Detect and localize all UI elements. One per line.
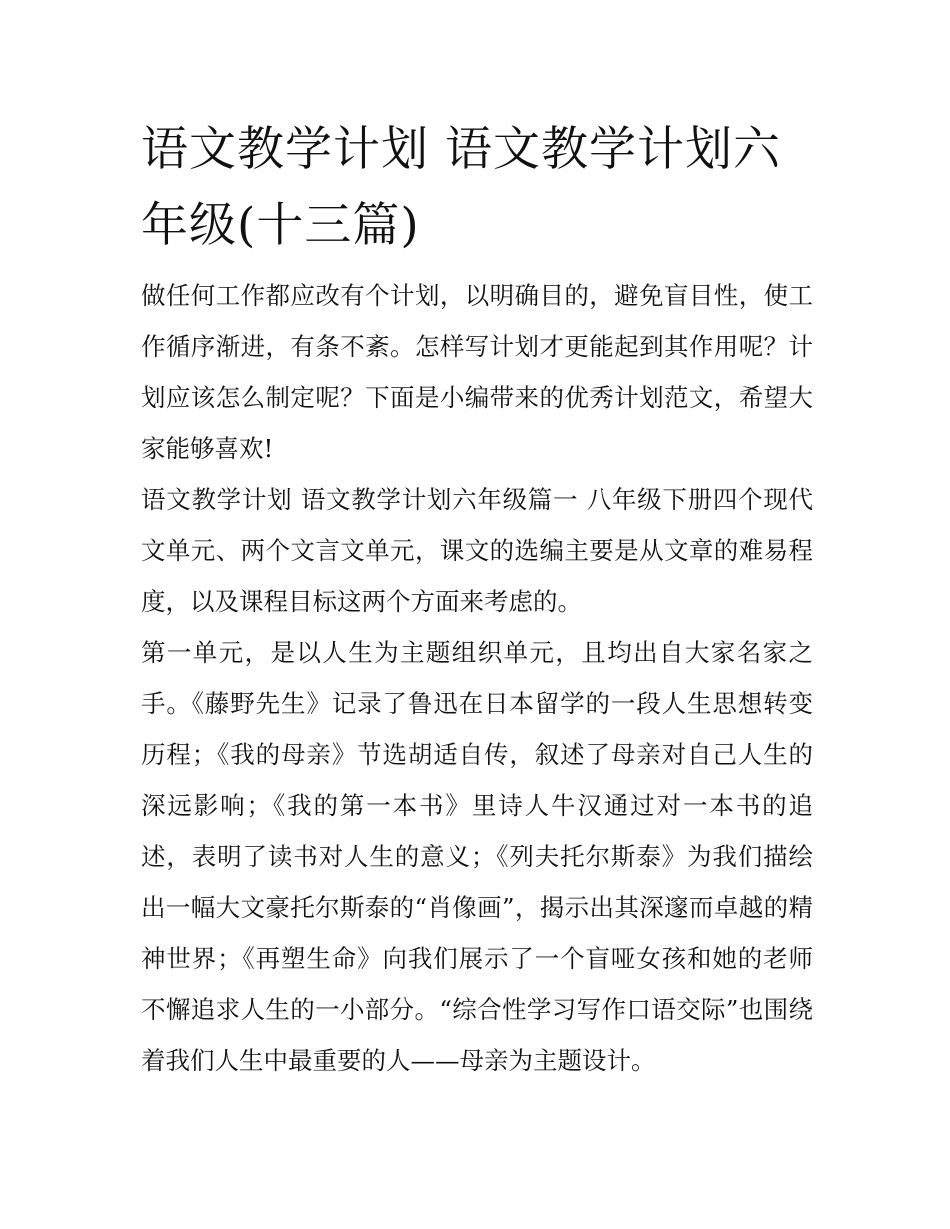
document-title: 语文教学计划 语文教学计划六年级(十三篇): [141, 122, 781, 253]
paragraph-unit-one: 第一单元，是以人生为主题组织单元，且均出自大家名家之手。《藤野先生》记录了鲁迅在日本留学的一段人生思想转变历程；《我的母亲》节选胡适自传，叙述了母亲对自己人生的深远影响；《我的第一本书》里诗人牛汉通过对一本书的追述，表明了读书对人生的意义；《列夫托尔斯泰》为我们描绘出一幅大文豪托尔斯泰的“肖像画”，揭示出其深邃而卓越的精神世界；《再塑生命》向我们展示了一个盲哑女孩和她的老师不懈追求人生的一小部分。“综合性学习写作口语交际”也围绕着我们人生中最重要的人——母亲为主题设计。: [141, 638, 813, 1075]
document-content: [141, 112, 813, 1086]
paragraph-intro: 做任何工作都应改有个计划，以明确目的，避免盲目性，使工作循序渐进，有条不紊。怎样写计划才更能起到其作用呢？计划应该怎么制定呢？下面是小编带来的优秀计划范文，希望大家能够喜欢!: [141, 281, 813, 463]
paragraph-overview: 语文教学计划 语文教学计划六年级篇一 八年级下册四个现代文单元、两个文言文单元，课文的选编主要是从文章的难易程度，以及课程目标这两个方面来考虑的。: [141, 485, 813, 616]
